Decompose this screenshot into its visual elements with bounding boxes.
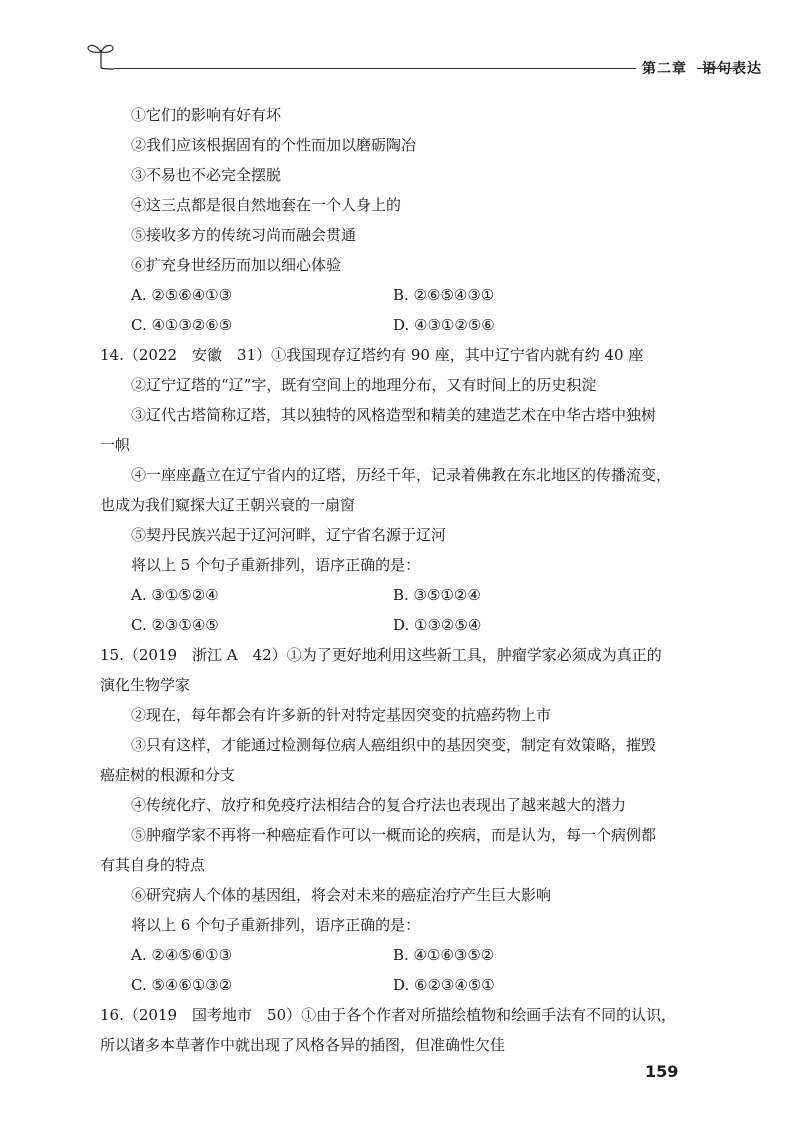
q13-sentence-5: ⑤接收多方的传统习尚而融会贯通 <box>131 226 357 244</box>
q13-options-row-1 <box>131 280 691 310</box>
q15-option-c: C. ⑤④⑥①③② <box>131 976 233 994</box>
running-header <box>86 38 762 77</box>
q13-sentence-6: ⑥扩充身世经历而加以细心体验 <box>131 256 342 274</box>
q16-heading-cont: 所以诸多本草著作中就出现了风格各异的插图，但准确性欠佳 <box>100 1036 506 1054</box>
q14-options-row-2 <box>131 610 691 640</box>
q14-heading: 14.（2022 安徽 31）①我国现存辽塔约有 90 座，其中辽宁省内就有约 40 座 <box>100 346 644 364</box>
q15-option-a: A. ②④⑤⑥①③ <box>131 946 233 964</box>
q14-sentence-3-cont: 一帜 <box>100 436 131 454</box>
q13-sentence-4: ④这三点都是很自然地套在一个人身上的 <box>131 196 402 214</box>
q13-sentence-3: ③不易也不必完全摆脱 <box>131 166 282 184</box>
q15-sentence-2: ②现在，每年都会有许多新的针对特定基因突变的抗癌药物上市 <box>131 706 552 724</box>
q15-sentence-5: ⑤肿瘤学家不再将一种癌症看作可以一概而论的疾病，而是认为，每一个病例都 <box>131 826 657 844</box>
q15-sentence-4: ④传统化疗、放疗和免疫疗法相结合的复合疗法也表现出了越来越大的潜力 <box>131 796 627 814</box>
chapter-title: 第二章 语句表达 <box>642 61 762 77</box>
q14-sentence-4: ④一座座矗立在辽宁省内的辽塔，历经千年，记录着佛教在东北地区的传播流变， <box>131 466 672 484</box>
q15-heading: 15.（2019 浙江 A 42）①为了更好地利用这些新工具，肿瘤学家必须成为真正的 <box>100 646 662 664</box>
q14-option-d: D. ①③②⑤④ <box>393 616 482 634</box>
sprout-icon <box>86 38 116 72</box>
q14-sentence-4-cont: 也成为我们窥探大辽王朝兴衰的一扇窗 <box>100 496 356 514</box>
q14-sentence-3: ③辽代古塔简称辽塔，其以独特的风格造型和精美的建造艺术在中华古塔中独树 <box>131 406 657 424</box>
q13-option-c: C. ④①③②⑥⑤ <box>131 316 233 334</box>
q13-option-d: D. ④③①②⑤⑥ <box>393 316 495 334</box>
q14-options-row-1 <box>131 580 691 610</box>
page-body <box>100 100 691 1060</box>
header-rule-right-ext <box>697 68 737 69</box>
q13-sentence-2: ②我们应该根据固有的个性而加以磨砺陶冶 <box>131 136 417 154</box>
q14-option-b: B. ③⑤①②④ <box>393 586 481 604</box>
q13-option-b: B. ②⑥⑤④③① <box>393 286 495 304</box>
q13-sentence-1: ①它们的影响有好有坏 <box>131 106 282 124</box>
q14-sentence-2: ②辽宁辽塔的“辽”字，既有空间上的地理分布，又有时间上的历史积淀 <box>131 376 597 394</box>
q15-option-d: D. ⑥②③④⑤① <box>393 976 495 994</box>
q15-option-b: B. ④①⑥③⑤② <box>393 946 495 964</box>
q15-heading-cont: 演化生物学家 <box>100 676 191 694</box>
q13-option-a: A. ②⑤⑥④①③ <box>131 286 233 304</box>
q15-sentence-6: ⑥研究病人个体的基因组，将会对未来的癌症治疗产生巨大影响 <box>131 886 552 904</box>
page-number: 159 <box>645 1062 679 1081</box>
q15-sentence-3-cont: 癌症树的根源和分支 <box>100 766 236 784</box>
header-rule-left <box>114 68 636 69</box>
q15-prompt: 将以上 6 个句子重新排列，语序正确的是： <box>131 916 421 934</box>
q14-prompt: 将以上 5 个句子重新排列，语序正确的是： <box>131 556 421 574</box>
q13-options-row-2 <box>131 310 691 340</box>
q15-options-row-1 <box>131 940 691 970</box>
q14-option-c: C. ②③①④⑤ <box>131 616 219 634</box>
q16-heading: 16.（2019 国考地市 50）①由于各个作者对所描绘植物和绘画手法有不同的认识， <box>100 1006 677 1024</box>
q15-sentence-5-cont: 有其自身的特点 <box>100 856 206 874</box>
q15-sentence-3: ③只有这样，才能通过检测每位病人癌组织中的基因突变，制定有效策略，摧毁 <box>131 736 657 754</box>
q14-sentence-5: ⑤契丹民族兴起于辽河河畔，辽宁省名源于辽河 <box>131 526 447 544</box>
q14-option-a: A. ③①⑤②④ <box>131 586 219 604</box>
q15-options-row-2 <box>131 970 691 1000</box>
